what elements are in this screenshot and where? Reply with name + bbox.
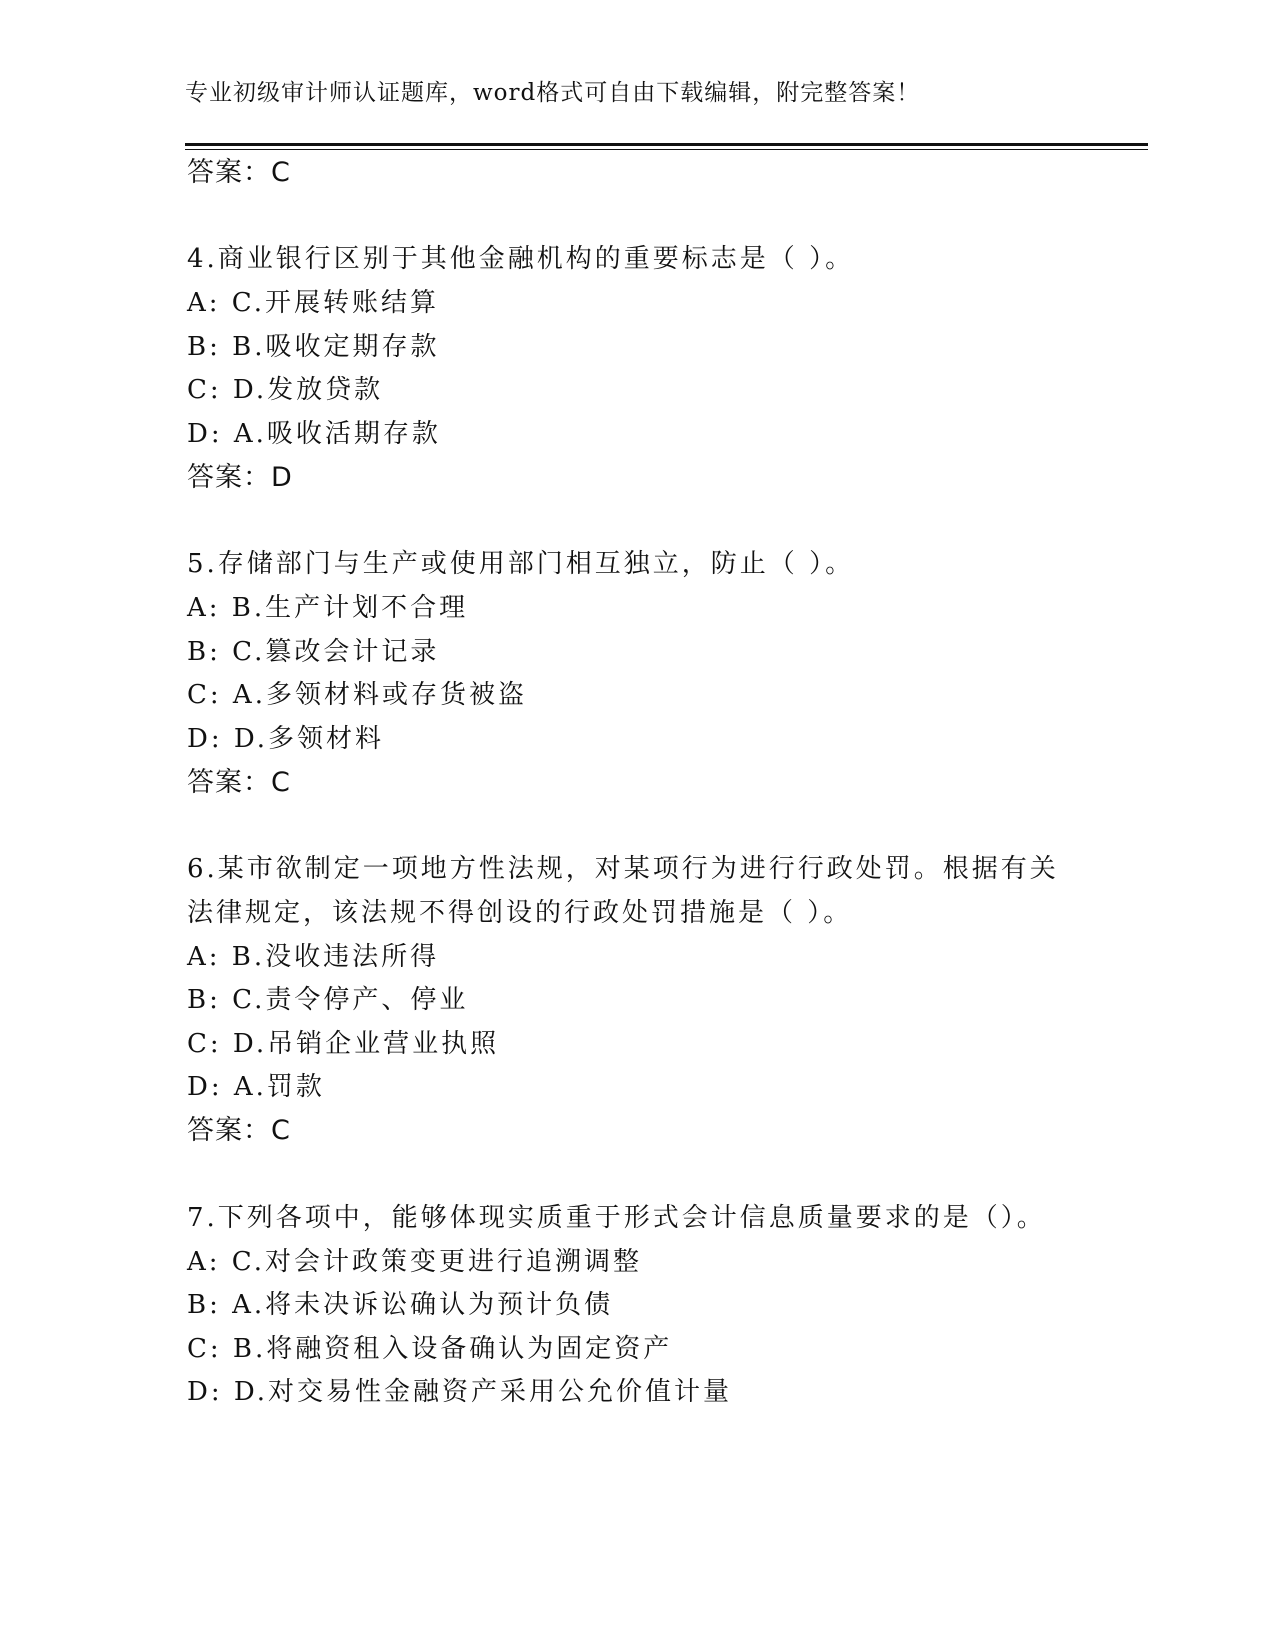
question-5-option-c: C: A.多领材料或存货被盗	[187, 680, 527, 710]
header-rule	[185, 143, 1148, 146]
question-5-option-b: B: C.篡改会计记录	[187, 637, 440, 667]
question-4-stem: 4.商业银行区别于其他金融机构的重要标志是（ ）。	[187, 244, 855, 274]
question-5-option-a: A: B.生产计划不合理	[187, 593, 469, 623]
question-7-option-d: D: D.对交易性金融资产采用公允价值计量	[187, 1377, 733, 1407]
question-6-option-b: B: C.责令停产、停业	[187, 985, 469, 1015]
question-6-option-a: A: B.没收违法所得	[187, 942, 440, 972]
question-4-option-c: C: D.发放贷款	[187, 375, 384, 405]
question-6-option-c: C: D.吊销企业营业执照	[187, 1029, 500, 1059]
question-4-option-b: B: B.吸收定期存款	[187, 332, 440, 362]
question-6-option-d: D: A.罚款	[187, 1072, 325, 1102]
question-4-option-a: A: C.开展转账结算	[187, 288, 440, 318]
previous-answer: 答案：C	[187, 157, 291, 188]
question-7-option-c: C: B.将融资租入设备确认为固定资产	[187, 1334, 673, 1364]
question-6-answer: 答案：C	[187, 1115, 291, 1146]
question-7-stem: 7.下列各项中，能够体现实质重于形式会计信息质量要求的是（）。	[187, 1203, 1046, 1233]
question-7-option-b: B: A.将未决诉讼确认为预计负债	[187, 1290, 614, 1320]
question-4-answer: 答案：D	[187, 462, 293, 493]
page-header: 专业初级审计师认证题库，word格式可自由下载编辑，附完整答案！	[185, 80, 921, 106]
question-6-stem-line-1: 6.某市欲制定一项地方性法规，对某项行为进行行政处罚。根据有关	[187, 854, 1059, 884]
question-6-stem-line-2: 法律规定，该法规不得创设的行政处罚措施是（ ）。	[187, 898, 853, 928]
header-rule-thin	[185, 149, 1148, 150]
question-7-option-a: A: C.对会计政策变更进行追溯调整	[187, 1247, 643, 1277]
question-5-answer: 答案：C	[187, 767, 291, 798]
question-5-stem: 5.存储部门与生产或使用部门相互独立，防止（ ）。	[187, 549, 855, 579]
question-4-option-d: D: A.吸收活期存款	[187, 419, 441, 449]
question-5-option-d: D: D.多领材料	[187, 724, 385, 754]
